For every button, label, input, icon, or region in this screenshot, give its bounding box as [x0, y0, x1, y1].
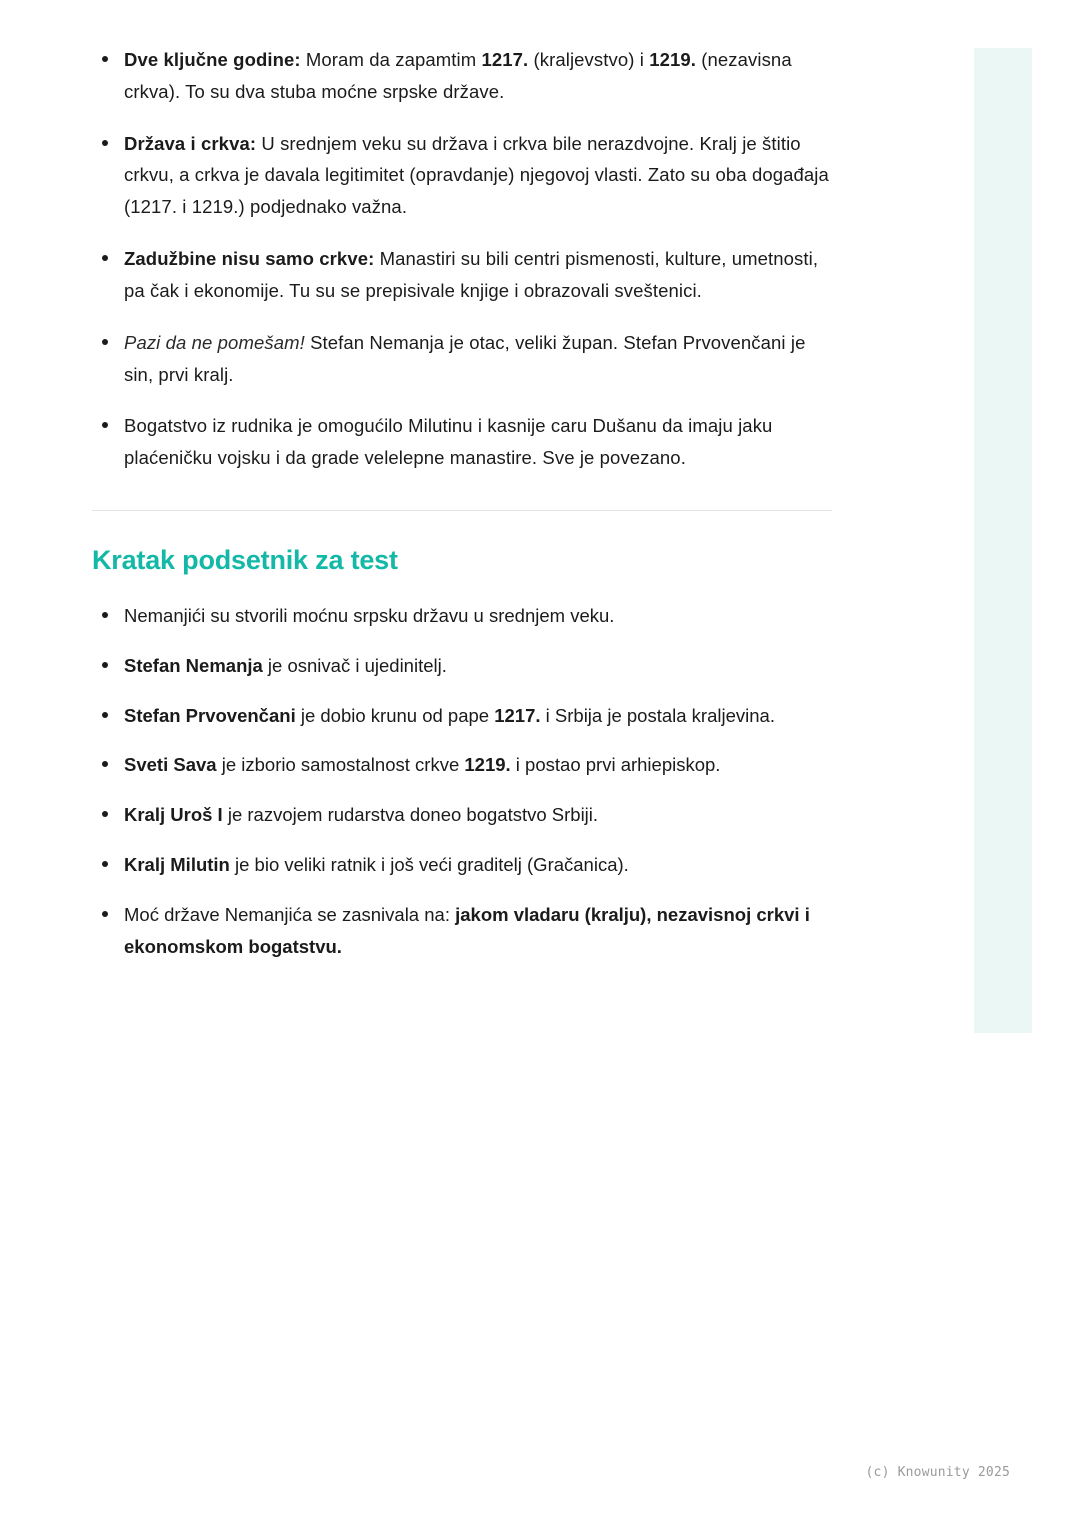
- list-item: [92, 410, 832, 474]
- list-item: [92, 243, 832, 307]
- text-run: 1219.: [649, 49, 696, 70]
- text-run: Stefan Nemanja je otac, veliki župan. Stefan Prvovenčani je sin, prvi kralj.: [124, 331, 806, 385]
- copyright-footer: (c) Knowunity 2025: [865, 1465, 1010, 1480]
- text-run: i Srbija je postala kraljevina.: [540, 704, 775, 726]
- text-run: jakom vladaru (kralju), nezavisnoj crkvi i ekonomskom bogatstvu.: [124, 903, 810, 957]
- list-item: [92, 600, 832, 632]
- text-run: (nezavisna crkva). To su dva stuba moćne srpske države.: [124, 49, 792, 102]
- text-run: Kralj Uroš I: [124, 804, 223, 826]
- text-run: 1219.: [464, 754, 511, 776]
- decorative-side-strip: [974, 48, 1032, 1033]
- text-run: Kralj Milutin: [124, 854, 230, 876]
- text-run: je osnivač i ujedinitelj.: [262, 654, 447, 676]
- text-run: Dve ključne godine:: [124, 49, 301, 70]
- summary-list: [92, 600, 832, 963]
- document-content: [92, 44, 832, 981]
- list-item: [92, 650, 832, 682]
- list-item: [92, 128, 832, 223]
- text-run: (kraljevstvo) i: [528, 49, 650, 70]
- section-title: Kratak podsetnik za test: [92, 544, 398, 575]
- text-run: Pazi da ne pomešam!: [124, 331, 305, 353]
- text-run: Nemanjići su stvorili moćnu srpsku državu u srednjem veku.: [124, 605, 615, 627]
- text-run: je bio veliki ratnik i još veći graditelj (Gračanica).: [229, 854, 629, 876]
- text-run: U srednjem veku su država i crkva bile nerazdvojne. Kralj je štitio crkvu, a crkva je davala legitimitet (opravdanje) njegovoj vlasti. Zato su oba događaja (1217. i 1219.) podjednako važna.: [124, 132, 829, 218]
- text-run: je razvojem rudarstva doneo bogatstvo Srbiji.: [222, 804, 599, 826]
- list-item: [92, 799, 832, 831]
- text-run: Sveti Sava: [124, 754, 217, 776]
- notes-list: [92, 44, 832, 474]
- text-run: je dobio krunu od pape: [295, 704, 495, 726]
- list-item: [92, 700, 832, 732]
- text-run: je izborio samostalnost crkve: [216, 754, 465, 776]
- text-run: 1217.: [481, 49, 529, 70]
- list-item: [92, 849, 832, 881]
- text-run: Država i crkva:: [124, 132, 257, 154]
- text-run: i postao prvi arhiepiskop.: [510, 754, 721, 776]
- text-run: Moram da zapamtim: [300, 49, 482, 70]
- text-run: Zadužbine nisu samo crkve:: [124, 248, 375, 270]
- text-run: 1217.: [494, 704, 541, 726]
- list-item: [92, 44, 832, 108]
- text-run: Manastiri su bili centri pismenosti, kulture, umetnosti, pa čak i ekonomije. Tu su se prepisivale knjige i obrazovali sveštenici.: [124, 248, 819, 301]
- list-item: [92, 327, 832, 391]
- text-run: Stefan Prvovenčani: [124, 704, 296, 726]
- text-run: Stefan Nemanja: [124, 654, 263, 676]
- text-run: Bogatstvo iz rudnika je omogućilo Milutinu i kasnije caru Dušanu da imaju jaku plaćeničku vojsku i da grade velelepne manastire. Sve je povezano.: [124, 415, 773, 469]
- list-item: [92, 899, 832, 963]
- list-item: [92, 749, 832, 781]
- text-run: Moć države Nemanjića se zasnivala na:: [124, 903, 456, 925]
- section-divider: [92, 510, 832, 511]
